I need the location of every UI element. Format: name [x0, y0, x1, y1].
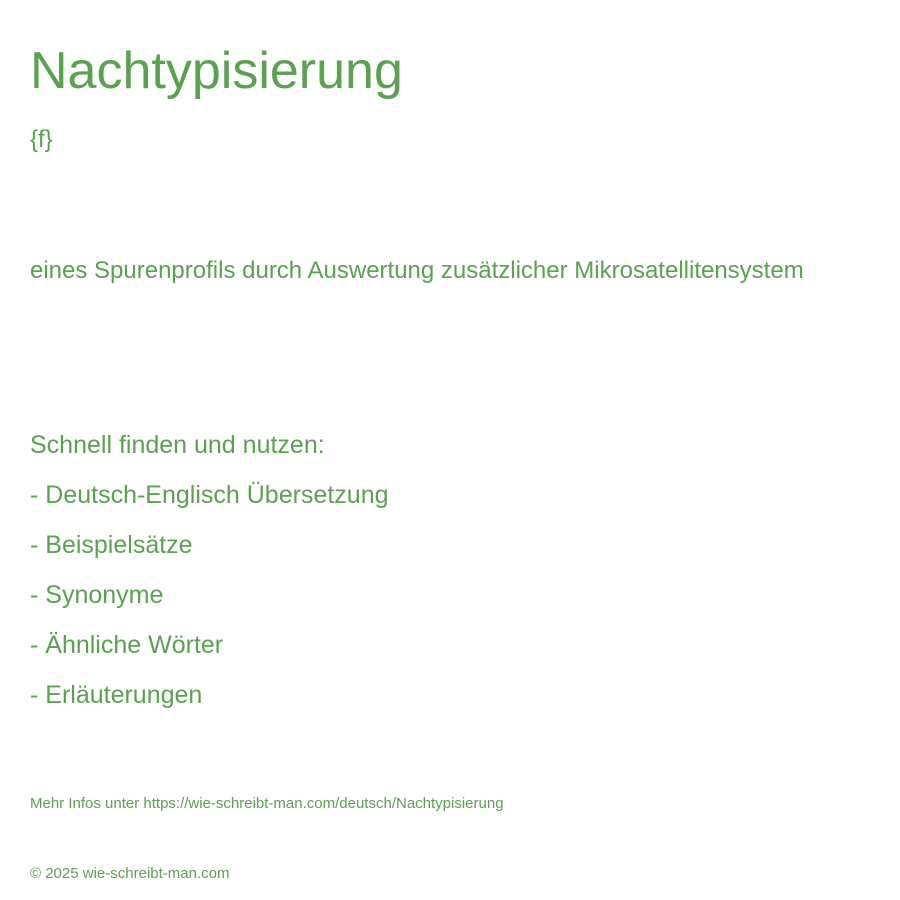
- page-title: Nachtypisierung: [30, 42, 403, 100]
- feature-item-explanations: - Erläuterungen: [30, 681, 203, 709]
- feature-item-translation: - Deutsch-Englisch Übersetzung: [30, 481, 389, 509]
- features-heading: Schnell finden und nutzen:: [30, 431, 325, 459]
- features-list: [30, 420, 389, 720]
- gender-label: {f}: [30, 126, 53, 153]
- feature-item-similar-words: - Ähnliche Wörter: [30, 631, 224, 659]
- feature-item-synonyms: - Synonyme: [30, 581, 164, 609]
- copyright-footer: © 2025 wie-schreibt-man.com: [30, 865, 230, 882]
- feature-item-example-sentences: - Beispielsätze: [30, 531, 193, 559]
- definition-text: eines Spurenprofils durch Auswertung zusätzlicher Mikrosatellitensystem: [30, 257, 804, 284]
- more-info-text: Mehr Infos unter https://wie-schreibt-man.com/deutsch/Nachtypisierung: [30, 795, 504, 812]
